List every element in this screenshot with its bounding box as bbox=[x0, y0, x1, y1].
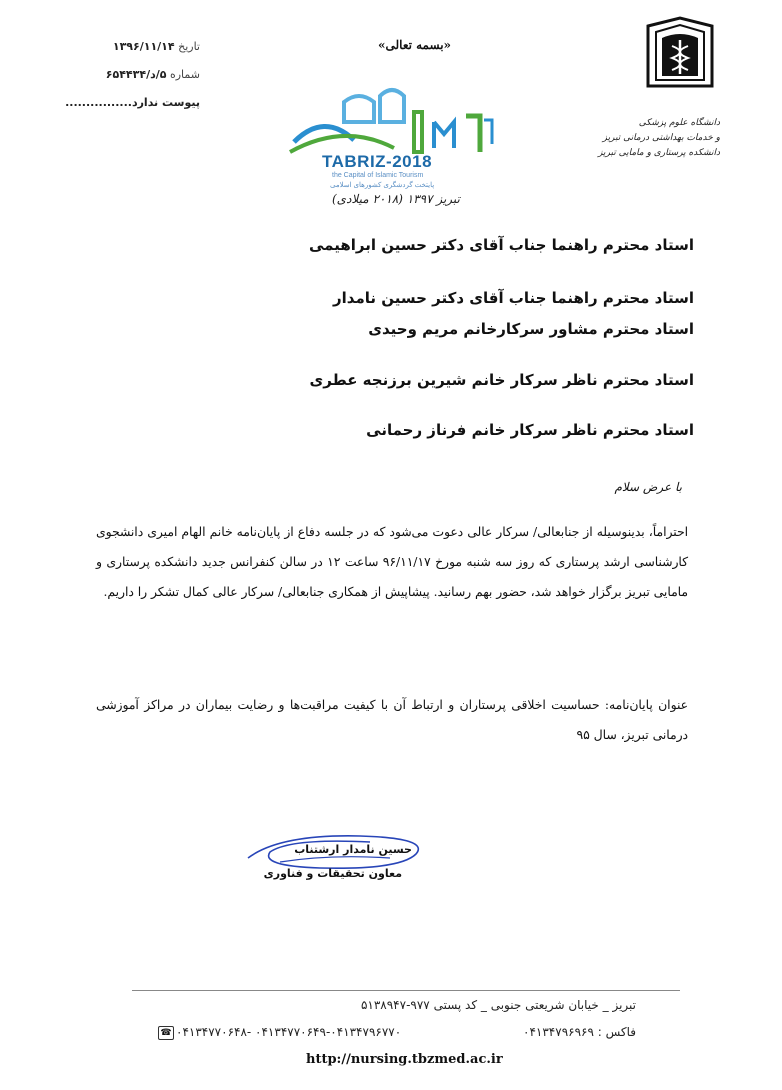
number-value: ۵/د/۶۵۴۴۳۴ bbox=[105, 68, 167, 81]
footer-fax: فاکس : ۰۴۱۳۴۷۹۶۹۶۹ bbox=[523, 1025, 636, 1039]
addressee-5: استاد محترم ناظر سرکار خانم فرناز رحمانی bbox=[366, 421, 694, 439]
event-subtitle-fa: پایتخت گردشگری کشورهای اسلامی bbox=[330, 182, 435, 189]
attachment-line: پیوست ندارد................ bbox=[65, 96, 200, 109]
footer-phones: ۰۴۱۳۴۷۷۰۶۴۸- ۰۴۱۳۴۷۷۰۶۴۹-۰۴۱۳۴۷۹۶۷۷۰ bbox=[176, 1025, 402, 1039]
footer-divider bbox=[132, 990, 680, 991]
bismillah-heading: «بسمه تعالی» bbox=[378, 38, 452, 52]
university-emblem bbox=[640, 16, 720, 126]
addressee-2: استاد محترم راهنما جناب آقای دکتر حسین نامدار bbox=[333, 289, 694, 307]
university-name-line-2: و خدمات بهداشتی درمانی تبریز bbox=[602, 133, 720, 143]
addressee-4: استاد محترم ناظر سرکار خانم شیرین برزنجه عطری bbox=[309, 371, 694, 389]
date-label: تاریخ bbox=[178, 40, 200, 53]
university-name-line-1: دانشگاه علوم پزشکی bbox=[638, 118, 720, 128]
university-logo-icon bbox=[640, 16, 720, 126]
tabriz-skyline-icon bbox=[284, 82, 496, 162]
event-subtitle-en: the Capital of Islamic Tourism bbox=[332, 172, 424, 179]
number-line bbox=[78, 68, 200, 81]
greeting: با عرض سلام bbox=[614, 480, 682, 494]
signatory-title: معاون تحقیقات و فناوری bbox=[263, 867, 402, 880]
phone-icon: ☎ bbox=[158, 1026, 174, 1040]
signatory-name: حسین نامدار ارشتناب bbox=[294, 843, 412, 856]
thesis-title-paragraph: عنوان پایان‌نامه: حساسیت اخلاقی پرستاران و ارتباط آن با کیفیت مراقبت‌ها و رضایت بیماران در مراکز آموزشی درمانی تبریز، سال ۹۵ bbox=[96, 698, 688, 742]
invitation-paragraph: احتراماً، بدینوسیله از جنابعالی/ سرکار عالی دعوت می‌شود که در جلسه دفاع از پایان‌نامه خانم الهام امیری دانشجوی کارشناسی ارشد پرستاری که روز سه شنبه مورخ ۹۶/۱۱/۱۷ ساعت ۱۲ در سالن کنفرانس جدید دانشکده پرستاری و مامایی تبریز برگزار خواهد شد، حضور بهم رسانید. پیشاپیش از همکاری جنابعالی/ سرکار عالی کمال تشکر را داریم. bbox=[96, 525, 689, 599]
event-title: TABRIZ-2018 bbox=[322, 152, 433, 171]
tabriz-2018-logo bbox=[284, 82, 496, 212]
date-value: ۱۳۹۶/۱۱/۱۴ bbox=[112, 40, 175, 53]
number-label: شماره bbox=[169, 68, 200, 81]
event-date: تبریز ۱۳۹۷ (۲۰۱۸ میلادی) bbox=[332, 192, 460, 206]
footer-website: http://nursing.tbzmed.ac.ir bbox=[306, 1052, 503, 1067]
date-line bbox=[90, 40, 200, 53]
footer-address: تبریز _ خیابان شریعتی جنوبی _ کد پستی ۹۷۷-۵۱۳۸۹۴۷ bbox=[360, 998, 636, 1012]
addressee-3: استاد محترم مشاور سرکارخانم مریم وحیدی bbox=[368, 320, 694, 338]
university-name-line-3: دانشکده پرستاری و مامایی تبریز bbox=[598, 148, 720, 158]
addressee-1: استاد محترم راهنما جناب آقای دکتر حسین ابراهیمی bbox=[309, 236, 694, 254]
